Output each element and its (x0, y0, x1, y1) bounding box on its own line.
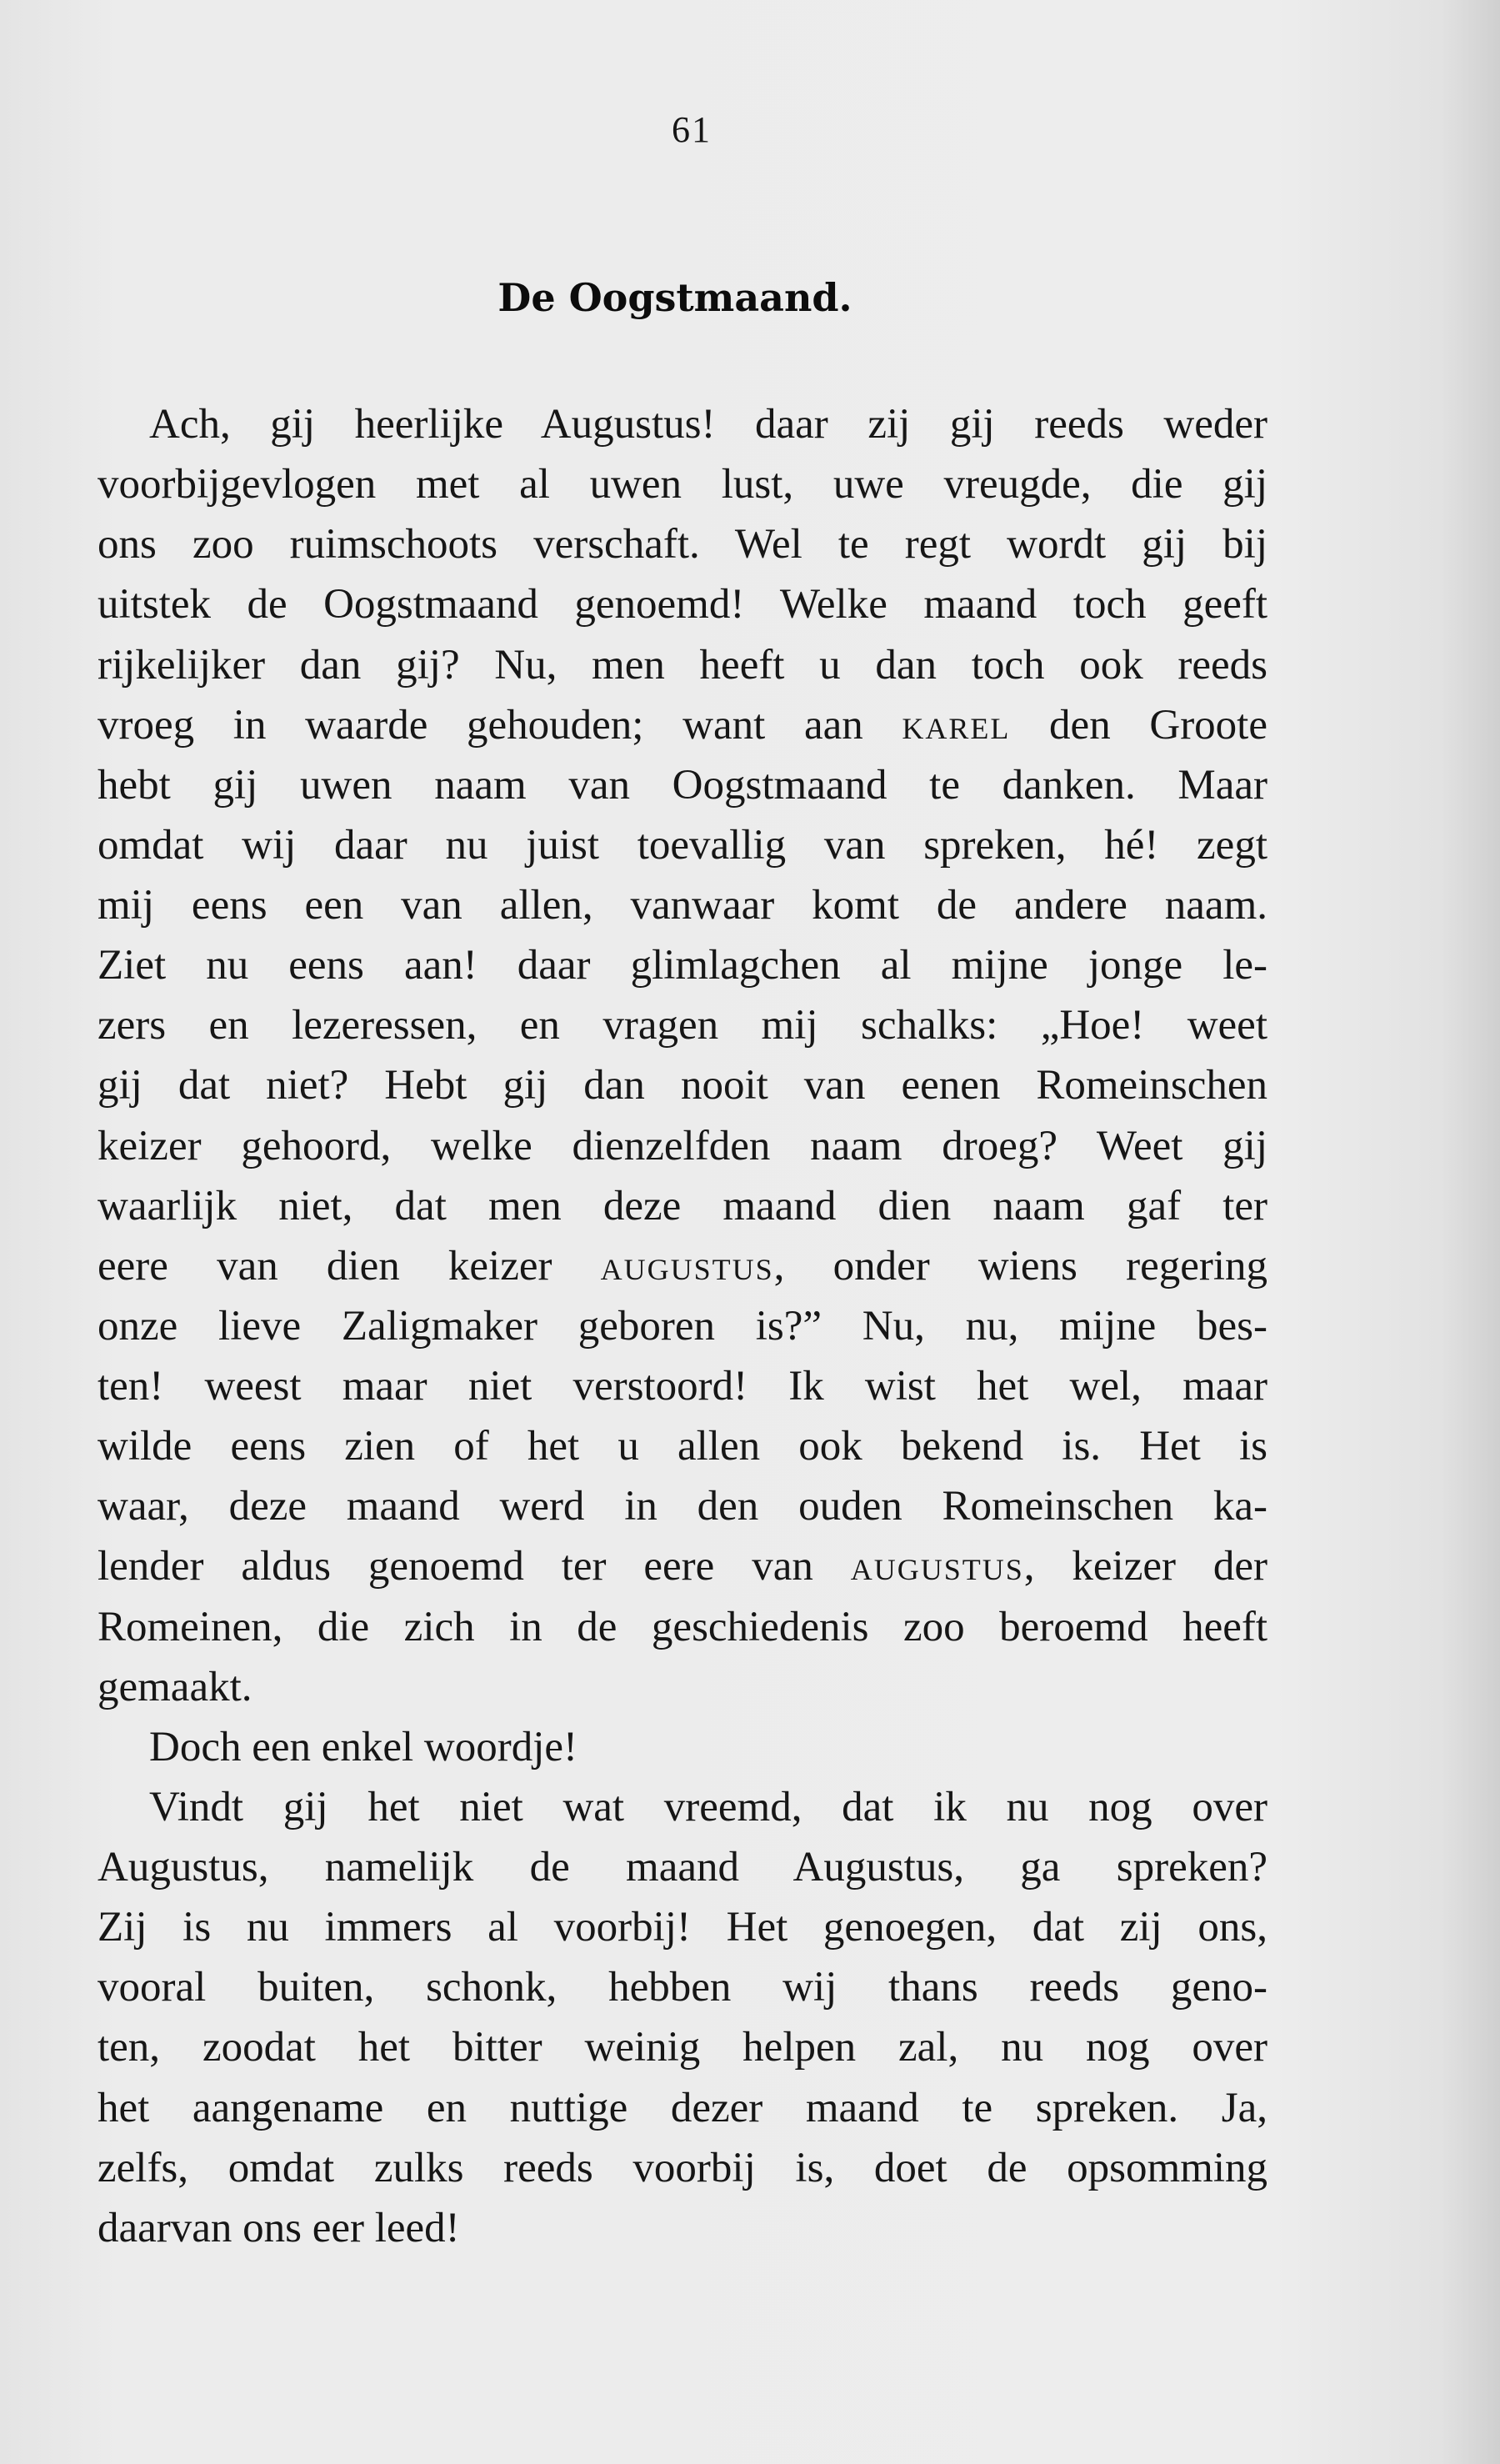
text-line (98, 995, 1268, 1055)
text-line (98, 1476, 1268, 1536)
small-caps-name: AUGUSTUS (600, 1252, 774, 1286)
text-segment: hebt gij uwen naam van Oogstmaand te danken. Maar (98, 761, 1268, 809)
text-segment: zers en lezeressen, en vragen mij schalks: „Hoe! weet (98, 1002, 1268, 1049)
text-line (98, 1416, 1268, 1476)
text-segment: het aangename en nuttige dezer maand te spreken. Ja, (98, 2084, 1268, 2131)
text-line (98, 695, 1268, 755)
body-text (98, 394, 1268, 2258)
text-line (98, 1957, 1268, 2017)
text-line (98, 1236, 1268, 1296)
text-line (98, 574, 1268, 634)
text-line (98, 1597, 1268, 1657)
text-line (98, 1116, 1268, 1176)
text-line (98, 2017, 1268, 2077)
text-line (98, 1657, 1268, 1717)
small-caps-name: AUGUSTUS (850, 1553, 1024, 1587)
text-line (98, 2138, 1268, 2198)
text-line (98, 1837, 1268, 1897)
text-segment: daarvan ons eer leed! (98, 2204, 460, 2251)
text-segment: Romeinen, die zich in de geschiedenis zoo beroemd heeft (98, 1603, 1268, 1650)
text-segment: vooral buiten, schonk, hebben wij thans reeds geno- (98, 1964, 1268, 2011)
text-line (98, 1897, 1268, 1957)
text-segment: rijkelijker dan gij? Nu, men heeft u dan toch ook reeds (98, 641, 1268, 689)
text-segment: gemaakt. (98, 1663, 252, 1710)
text-segment: onze lieve Zaligmaker geboren is?” Nu, nu, mijne bes- (98, 1302, 1268, 1350)
text-line (98, 1055, 1268, 1115)
text-segment: Zij is nu immers al voorbij! Het genoegen, dat zij ons, (98, 1904, 1268, 1951)
text-line (98, 1777, 1268, 1837)
text-segment: wilde eens zien of het u allen ook bekend is. Het is (98, 1423, 1268, 1470)
text-segment: den Groote (1010, 701, 1268, 749)
text-segment: Vindt gij het niet wat vreemd, dat ik nu nog over (149, 1783, 1268, 1830)
text-line (98, 1176, 1268, 1236)
text-segment: uitstek de Oogstmaand genoemd! Welke maand toch geeft (98, 581, 1268, 629)
text-segment: Ziet nu eens aan! daar glimlagchen al mijne jonge le- (98, 942, 1268, 989)
text-segment: waarlijk niet, dat men deze maand dien naam gaf ter (98, 1182, 1268, 1229)
text-line (98, 514, 1268, 574)
text-segment: mij eens een van allen, vanwaar komt de andere naam. (98, 882, 1268, 929)
text-segment: eere van dien keizer (98, 1242, 601, 1290)
text-segment: keizer gehoord, welke dienzelfden naam droeg? Weet gij (98, 1122, 1268, 1169)
text-line (98, 2078, 1268, 2138)
text-line (98, 875, 1268, 935)
text-line (98, 1536, 1268, 1596)
chapter-title: De Oogstmaand. (498, 275, 852, 320)
text-line (98, 1296, 1268, 1356)
text-line (98, 935, 1268, 995)
text-segment: zelfs, omdat zulks reeds voorbij is, doet de opsomming (98, 2144, 1268, 2191)
small-caps-name: KAREL (902, 711, 1011, 745)
text-line (98, 2198, 1268, 2258)
text-line (98, 454, 1268, 514)
text-segment: ten, zoodat het bitter weinig helpen zal, nu nog over (98, 2024, 1268, 2071)
text-segment: vroeg in waarde gehouden; want aan (98, 701, 902, 749)
text-line (98, 755, 1268, 815)
text-segment: lender aldus genoemd ter eere van (98, 1543, 851, 1590)
text-segment: ten! weest maar niet verstoord! Ik wist het wel, maar (98, 1363, 1268, 1410)
text-line (98, 1717, 1268, 1777)
text-line (98, 1356, 1268, 1416)
text-segment: ons zoo ruimschoots verschaft. Wel te regt wordt gij bij (98, 521, 1268, 568)
text-line (98, 394, 1268, 454)
text-segment: , keizer der (1023, 1543, 1268, 1590)
text-segment: omdat wij daar nu juist toevallig van spreken, hé! zegt (98, 821, 1268, 869)
text-segment: Ach, gij heerlijke Augustus! daar zij gij reeds weder (149, 401, 1268, 448)
text-segment: , onder wiens regering (773, 1242, 1268, 1290)
text-segment: Augustus, namelijk de maand Augustus, ga spreken? (98, 1844, 1268, 1891)
text-line (98, 635, 1268, 695)
text-segment: voorbijgevlogen met al uwen lust, uwe vreugde, die gij (98, 461, 1268, 508)
text-segment: gij dat niet? Hebt gij dan nooit van eenen Romeinschen (98, 1062, 1268, 1109)
text-segment: waar, deze maand werd in den ouden Romeinschen ka- (98, 1483, 1268, 1530)
text-line (98, 815, 1268, 875)
text-segment: Doch een enkel woordje! (149, 1723, 578, 1770)
page-number: 61 (672, 109, 712, 150)
